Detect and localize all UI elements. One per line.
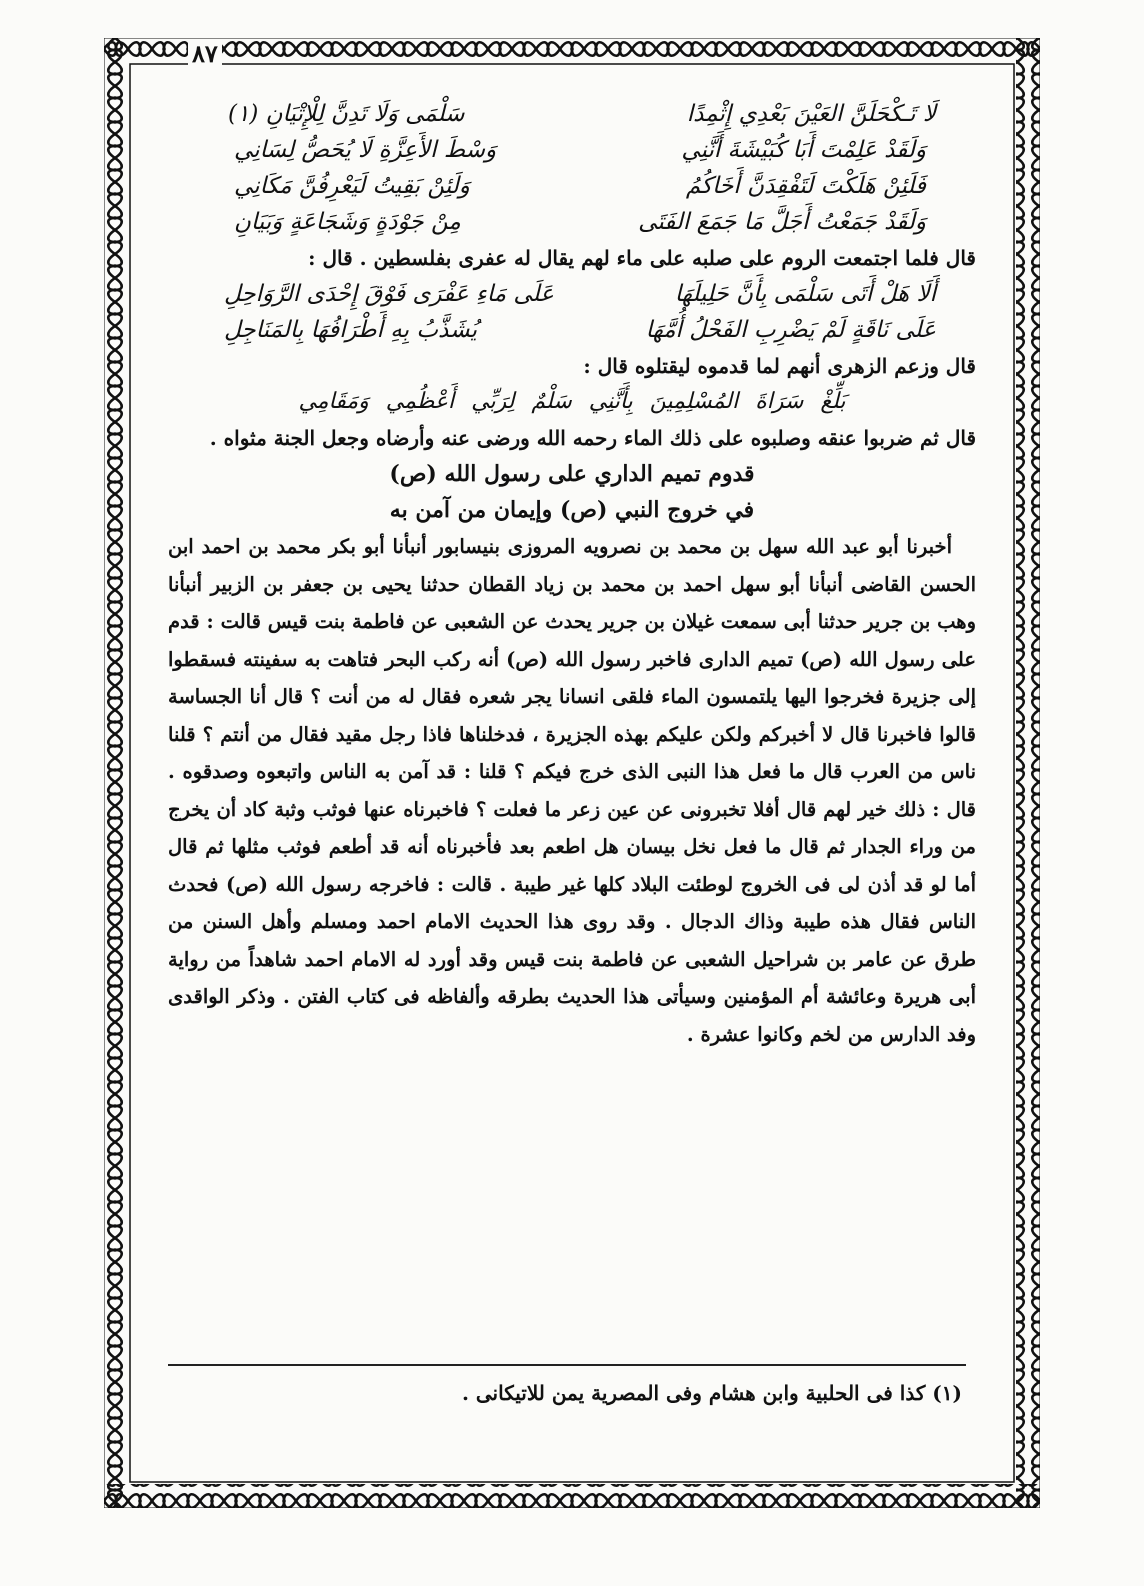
prose-line: قال ثم ضربوا عنقه وصلبوه على ذلك الماء رحمه الله ورضى عنه وأرضاه وجعل الجنة مثواه . (209, 426, 976, 450)
body-paragraph: أخبرنا أبو عبد الله سهل بن محمد بن نصرويه المروزى بنيسابور أنبأنا أبو بكر محمد بن احمد ابن الحسن القاضى أنبأنا أبو سهل احمد بن محمد بن زياد القطان حدثنا يحيى بن جعفر بن الزبير أنبأنا وهب بن جرير حدثنا أبى سمعت غيلان بن جرير يحدث عن الشعبى عن فاطمة بنت قيس قالت : قدم على رسول الله (ص) تميم الدارى فاخبر رسول الله (ص) أنه ركب البحر فتاهت به سفينته فسقطوا إلى جزيرة فخرجوا اليها يلتمسون الماء فلقى انسانا يجر شعره فقال له من أنت ؟ قال أنا الجساسة قالوا فاخبرنا قال لا أخبركم ولكن عليكم بهذه الجزيرة ، فدخلناها فاذا رجل مقيد فقال من أنتم ؟ قلنا ناس من العرب قال ما فعل هذا النبى الذى خرج فيكم ؟ قلنا : قد آمن به الناس واتبعوه وصدقوه . قال : ذلك خير لهم قال أفلا تخبرونى عن عين زعر ما فعلت ؟ فاخبرناه عنها فوثب وثبة كاد أن يخرج من وراء الجدار ثم قال ما فعل نخل بيسان هل اطعم بعد فأخبرناه أنه قد أطعم فوثب مثلها ثم قال أما لو قد أذن لى فى الخروج لوطئت البلاد كلها غير طيبة . قالت : فاخرجه رسول الله (ص) فحدث الناس فقال هذه طيبة وذاك الدجال . وقد روى هذا الحديث الامام احمد ومسلم وأهل السنن من طرق عن عامر بن شراحيل الشعبى عن فاطمة بنت قيس وقد أورد له الامام احمد شاهداً من رواية أبى هريرة وعائشة أم المؤمنين وسيأتى هذا الحديث بطرقه وألفاظه فى كتاب الفتن . وذكر الواقدى وفد الدارس من لخم وكانوا عشرة . (168, 535, 976, 1046)
verse-second-hemistich: يُشَذَّبُ بِهِ أَطْرَافُهَا بِالمَنَاجِلِ (224, 317, 477, 343)
prose-line: قال وزعم الزهرى أنهم لما قدموه ليقتلوه قال : (583, 354, 976, 378)
prose-line: قال فلما اجتمعت الروم على صلبه على ماء لهم يقال له عفرى بفلسطين . قال : (308, 246, 976, 270)
verse-first-hemistich: عَلَى نَاقَةٍ لَمْ يَضْرِبِ الفَحْلُ أُمَّهَا (645, 317, 936, 343)
poem-verse (234, 168, 926, 204)
poem-verse (224, 312, 936, 348)
verse-second-hemistich: عَلَى مَاءِ عَفْرَى فَوْقَ إِحْدَى الرَّوَاحِلِ (224, 281, 554, 307)
body-text (168, 528, 976, 1053)
poem-verse (228, 96, 936, 132)
poem-verse-centered: بَلِّغْ سَرَاةَ المُسْلِمِينَ بِأَنَّنِي سَلْمٌ لِرَبِّي أَعْظُمِي وَمَقَامِي (298, 389, 846, 414)
poem-verse (234, 204, 926, 240)
verse-second-hemistich: وَلَئِنْ بَقِيتُ لَيَعْرِفُنَّ مَكَانِي (234, 173, 470, 199)
section-subheading: في خروج النبي (ص) وإيمان من آمن به (389, 497, 755, 523)
verse-first-hemistich: فَلَئِنْ هَلَكْتَ لَتَفْقِدَنَّ أَخَاكُمُ (685, 173, 926, 199)
verse-first-hemistich: لَا تَـكْحَلَنَّ العَيْنَ بَعْدِي إِثْمِدًا (686, 101, 936, 127)
verse-second-hemistich: وَسْطَ الأَعِزَّةِ لَا يُحَصُّ لِسَانِي (234, 137, 497, 163)
verse-first-hemistich: وَلَقَدْ عَلِمْتَ أَبَا كُبَيْشَةَ أَنَّنِي (681, 137, 926, 163)
section-heading: قدوم تميم الداري على رسول الله (ص) (389, 461, 755, 487)
footnote-divider (168, 1364, 966, 1366)
poem-verse (234, 132, 926, 168)
verse-first-hemistich: أَلَا هَلْ أَتَى سَلْمَى بِأَنَّ حَلِيلَهَا (674, 281, 936, 307)
verse-second-hemistich: مِنْ جَوْدَةٍ وَشَجَاعَةٍ وَبَيَانِ (234, 209, 461, 235)
page-number: ٨٧ (188, 40, 222, 68)
poem-verse (224, 276, 936, 312)
verse-first-hemistich: وَلَقَدْ جَمَعْتُ أَجَلَّ مَا جَمَعَ الفَتَى (638, 209, 926, 235)
footnote: (١) كذا فى الحلبية وابن هشام وفى المصرية يمن للاتيكانى . (461, 1381, 962, 1405)
verse-second-hemistich: سَلْمَى وَلَا تَدِنَّ لِلْإِتْيَانِ (١) (228, 101, 465, 127)
page-content (168, 96, 976, 1426)
